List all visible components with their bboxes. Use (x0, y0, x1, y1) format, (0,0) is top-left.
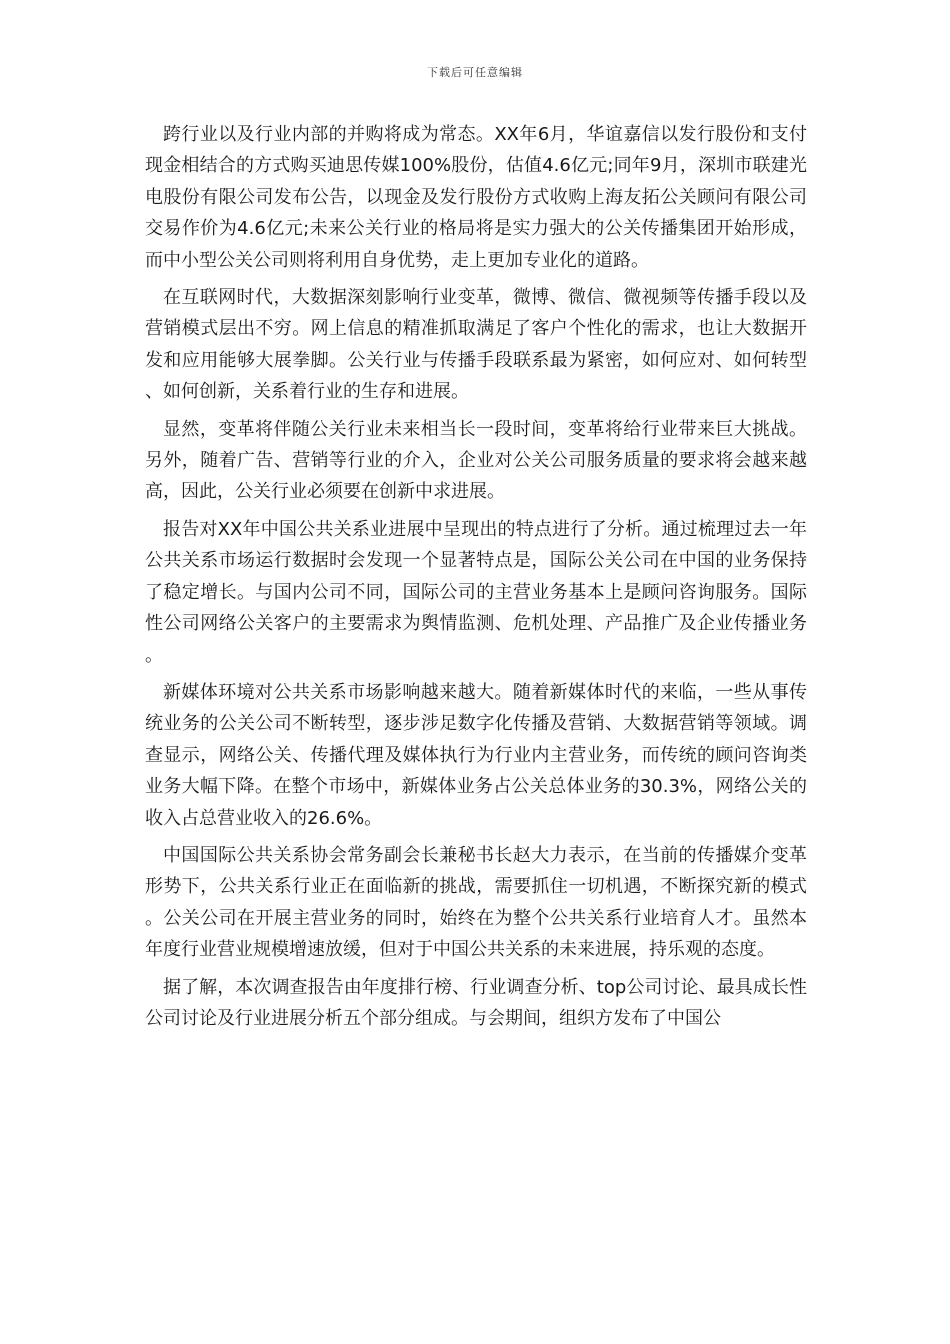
paragraph-report-analysis: 报告对XX年中国公共关系业进展中呈现出的特点进行了分析。通过梳理过去一年公共关系市场运行数据时会发现一个显著特点是，国际公关公司在中国的业务保持了稳定增长。与国内公司不同，国际公司的主营业务基本上是顾问咨询服务。国际性公司网络公关客户的主要需求为舆情监测、危机处理、产品推广及企业传播业务。 (145, 518, 807, 666)
page-header: 下载后可任意编辑 (427, 66, 523, 79)
paragraph-new-media: 新媒体环境对公共关系市场影响越来越大。随着新媒体时代的来临，一些从事传统业务的公关公司不断转型，逐步涉足数字化传播及营销、大数据营销等领域。调查显示，网络公关、传播代理及媒体执行为行业内主营业务，而传统的顾问咨询类业务大幅下降。在整个市场中，新媒体业务占公关总体业务的30.3%，网络公关的收入占总营业收入的26.6%。 (145, 681, 807, 829)
document-body (145, 119, 807, 1040)
paragraph-association-remarks: 中国国际公共关系协会常务副会长兼秘书长赵大力表示，在当前的传播媒介变革形势下，公共关系行业正在面临新的挑战，需要抓住一切机遇，不断探究新的模式。公关公司在开展主营业务的同时，始终在为整个公共关系行业培育人才。虽然本年度行业营业规模增速放缓，但对于中国公共关系的未来进展，持乐观的态度。 (145, 844, 807, 961)
paragraph-mergers: 跨行业以及行业内部的并购将成为常态。XX年6月，华谊嘉信以发行股份和支付现金相结合的方式购买迪思传媒100%股份，估值4.6亿元;同年9月，深圳市联建光电股份有限公司发布公告，以现金及发行股份方式收购上海友拓公关顾问有限公司交易作价为4.6亿元;未来公关行业的格局将是实力强大的公关传播集团开始形成，而中小型公关公司则将利用自身优势，走上更加专业化的道路。 (145, 124, 807, 271)
paragraph-reform: 显然，变革将伴随公关行业未来相当长一段时间，变革将给行业带来巨大挑战。另外，随着广告、营销等行业的介入，企业对公关公司服务质量的要求将会越来越高，因此，公关行业必须要在创新中求进展。 (145, 418, 807, 503)
paragraph-big-data: 在互联网时代，大数据深刻影响行业变革，微博、微信、微视频等传播手段以及营销模式层出不穷。网上信息的精准抓取满足了客户个性化的需求，也让大数据开发和应用能够大展拳脚。公关行业与传播手段联系最为紧密，如何应对、如何转型、如何创新，关系着行业的生存和进展。 (145, 287, 807, 403)
paragraph-report-structure: 据了解，本次调查报告由年度排行榜、行业调查分析、top公司讨论、最具成长性公司讨论及行业进展分析五个部分组成。与会期间，组织方发布了中国公 (145, 976, 807, 1029)
